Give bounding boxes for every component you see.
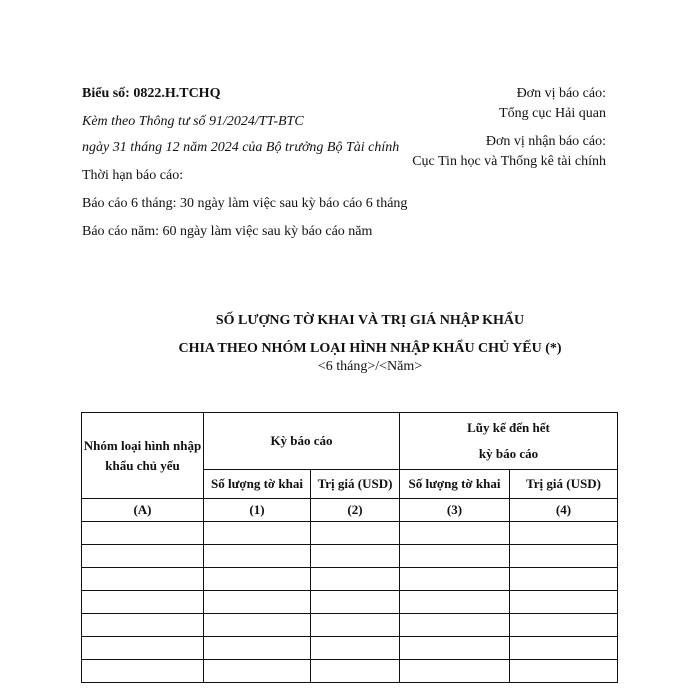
table-cell bbox=[400, 614, 510, 637]
table-cell bbox=[204, 660, 311, 683]
table-row bbox=[82, 522, 618, 545]
table-body bbox=[82, 522, 618, 683]
col-a-header: Nhóm loại hình nhập khẩu chủ yếu bbox=[82, 413, 204, 499]
table-cell bbox=[82, 522, 204, 545]
table-cell bbox=[311, 637, 400, 660]
table-row bbox=[82, 660, 618, 683]
table-cell bbox=[311, 591, 400, 614]
table-row bbox=[82, 614, 618, 637]
column-code: (3) bbox=[400, 499, 510, 522]
table-cell bbox=[400, 568, 510, 591]
table-cell bbox=[204, 614, 311, 637]
table-row bbox=[82, 568, 618, 591]
deadline-label: Thời hạn báo cáo: bbox=[82, 168, 184, 183]
table-cell bbox=[400, 545, 510, 568]
table-cell bbox=[82, 545, 204, 568]
deadline-6-months: Báo cáo 6 tháng: 30 ngày làm việc sau kỳ báo cáo 6 tháng bbox=[82, 196, 408, 211]
column-code: (2) bbox=[311, 499, 400, 522]
receiving-unit-label: Đơn vị nhận báo cáo: bbox=[485, 134, 606, 149]
sub-header-value-cumulative: Trị giá (USD) bbox=[510, 470, 618, 499]
sub-header-value-current: Trị giá (USD) bbox=[311, 470, 400, 499]
table-cell bbox=[510, 660, 618, 683]
form-code: Biểu số: 0822.H.TCHQ bbox=[82, 86, 221, 101]
table-cell bbox=[400, 522, 510, 545]
form-info-right bbox=[406, 84, 606, 172]
table-cell bbox=[204, 637, 311, 660]
table-row bbox=[82, 545, 618, 568]
table-cell bbox=[400, 660, 510, 683]
receiving-unit: Cục Tin học và Thống kê tài chính bbox=[412, 154, 606, 169]
sub-header-declarations-cumulative: Số lượng tờ khai bbox=[400, 470, 510, 499]
table-cell bbox=[82, 591, 204, 614]
table-group-header-row bbox=[82, 413, 618, 470]
group-header-cumulative-line2: kỳ báo cáo bbox=[478, 446, 539, 461]
table-cell bbox=[204, 545, 311, 568]
table-cell bbox=[82, 637, 204, 660]
reporting-unit: Tổng cục Hải quan bbox=[499, 106, 606, 121]
reporting-unit-label: Đơn vị báo cáo: bbox=[516, 86, 606, 101]
table-cell bbox=[400, 637, 510, 660]
table-cell bbox=[311, 545, 400, 568]
attached-circular-line2: ngày 31 tháng 12 năm 2024 của Bộ trưởng Bộ Tài chính bbox=[82, 140, 400, 155]
table-row bbox=[82, 637, 618, 660]
report-title-block bbox=[0, 311, 700, 375]
column-code-row bbox=[82, 499, 618, 522]
sub-header-declarations-current: Số lượng tờ khai bbox=[204, 470, 311, 499]
table-cell bbox=[82, 614, 204, 637]
table-cell bbox=[400, 591, 510, 614]
report-title-line2: CHIA THEO NHÓM LOẠI HÌNH NHẬP KHẨU CHỦ YẾU (*) bbox=[178, 341, 562, 356]
table-cell bbox=[82, 660, 204, 683]
column-code: (1) bbox=[204, 499, 311, 522]
report-table bbox=[81, 412, 618, 683]
column-code: (4) bbox=[510, 499, 618, 522]
report-title-line1: SỐ LƯỢNG TỜ KHAI VÀ TRỊ GIÁ NHẬP KHẨU bbox=[215, 313, 525, 328]
table-cell bbox=[510, 568, 618, 591]
column-code: (A) bbox=[82, 499, 204, 522]
table-cell bbox=[510, 522, 618, 545]
table-cell bbox=[311, 522, 400, 545]
table-cell bbox=[510, 637, 618, 660]
table-cell bbox=[82, 568, 204, 591]
group-header-cumulative bbox=[400, 413, 618, 470]
attached-circular-line1: Kèm theo Thông tư số 91/2024/TT-BTC bbox=[82, 114, 304, 129]
table-row bbox=[82, 591, 618, 614]
form-info-left bbox=[82, 84, 412, 242]
table-cell bbox=[204, 568, 311, 591]
table-cell bbox=[510, 545, 618, 568]
table-cell bbox=[311, 660, 400, 683]
table-cell bbox=[510, 614, 618, 637]
table-cell bbox=[510, 591, 618, 614]
table-cell bbox=[204, 522, 311, 545]
deadline-year: Báo cáo năm: 60 ngày làm việc sau kỳ báo cáo năm bbox=[82, 224, 373, 239]
table-cell bbox=[204, 591, 311, 614]
report-period: <6 tháng>/<Năm> bbox=[317, 359, 423, 374]
table-cell bbox=[311, 614, 400, 637]
group-header-current-period: Kỳ báo cáo bbox=[204, 413, 400, 470]
table-cell bbox=[311, 568, 400, 591]
group-header-cumulative-line1: Lũy kế đến hết bbox=[467, 420, 550, 435]
